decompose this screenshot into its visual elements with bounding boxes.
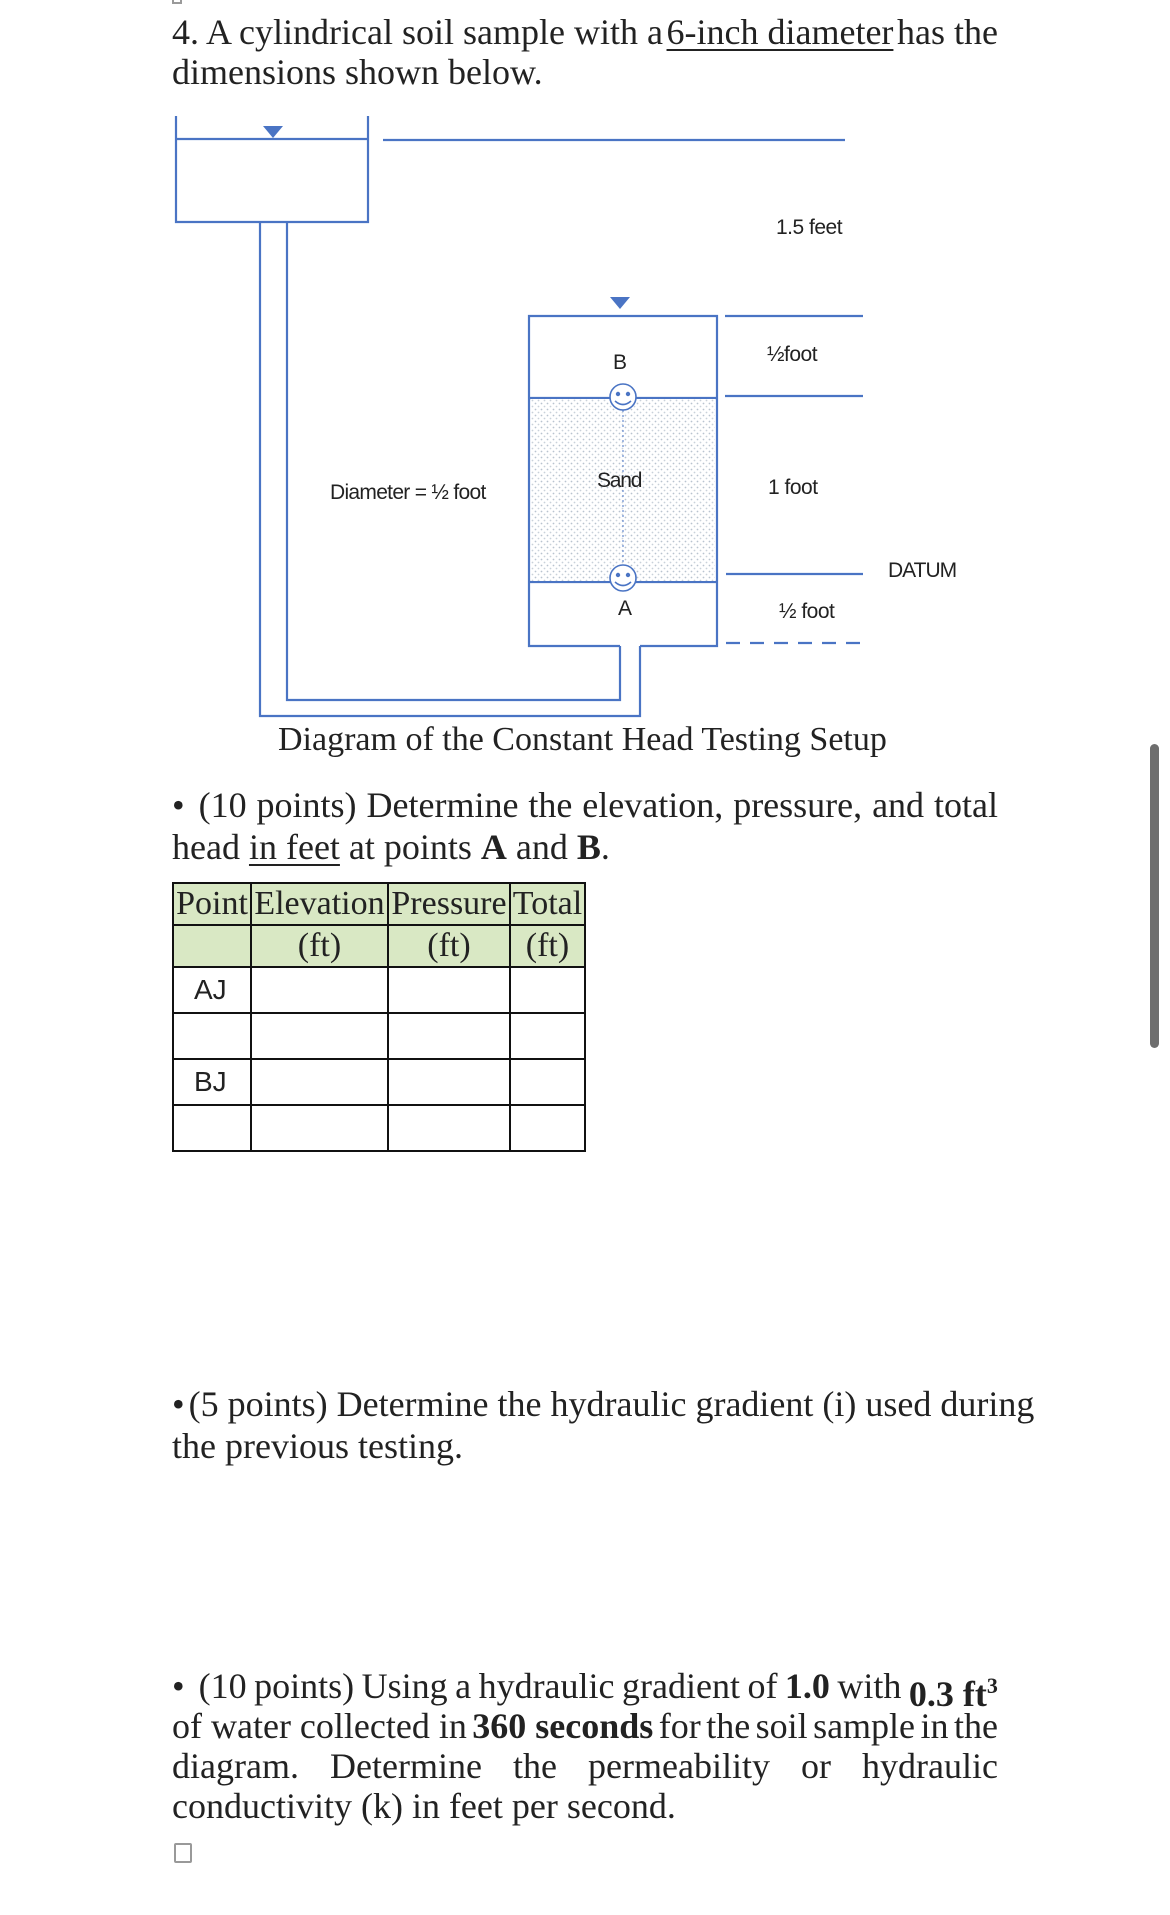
part1-in-feet: in feet xyxy=(248,827,340,867)
part3-word: soil xyxy=(755,1706,808,1746)
row-label-a: AJ xyxy=(173,967,251,1013)
part3-word: gradient xyxy=(622,1666,740,1706)
part1-word: elevation, xyxy=(582,785,724,825)
cell-a-elevation[interactable] xyxy=(251,967,388,1013)
label-sand-segment: 1 foot xyxy=(768,476,818,499)
cell-a-pressure[interactable] xyxy=(388,967,510,1013)
part3-word: the xyxy=(953,1706,998,1746)
part3-word: hydraulic xyxy=(862,1746,998,1786)
part3-word: Determine xyxy=(330,1746,482,1786)
label-top-height: 1.5 feet xyxy=(776,216,843,239)
point-b-marker xyxy=(610,384,636,410)
table-row xyxy=(173,967,585,1013)
part3-line-2-prefix: of water collected in xyxy=(172,1706,467,1746)
sample-water-triangle xyxy=(610,297,630,309)
part3-word: with xyxy=(837,1666,902,1706)
part3-line-4: conductivity (k) in feet per second. xyxy=(172,1786,676,1826)
table-units-row xyxy=(173,925,585,967)
part3-word: the xyxy=(706,1706,751,1746)
part1-point-b: B xyxy=(576,827,601,867)
cell-b-total[interactable] xyxy=(510,1059,585,1105)
part1-word: total xyxy=(934,785,998,825)
units-point xyxy=(173,925,251,967)
part3-gradient-value: 1.0 xyxy=(784,1666,830,1706)
part1-word: the xyxy=(528,785,573,825)
part2-line-1 xyxy=(172,1384,1035,1424)
units-total: (ft) xyxy=(510,925,585,967)
table-row xyxy=(173,1059,585,1105)
label-lower-segment: ½ foot xyxy=(779,600,835,623)
cell-empty[interactable] xyxy=(510,1105,585,1151)
cell-empty[interactable] xyxy=(388,1013,510,1059)
part1-line-1 xyxy=(172,785,998,825)
cell-b-elevation[interactable] xyxy=(251,1059,388,1105)
units-elevation: (ft) xyxy=(251,925,388,967)
part2-line-1-text: (5 points) Determine the hydraulic gradient (i) used during xyxy=(188,1384,1035,1424)
label-upper-segment: ½foot xyxy=(767,343,818,366)
constant-head-diagram xyxy=(0,0,1170,760)
header-point: Point xyxy=(173,883,251,925)
part2-bullet: • xyxy=(172,1384,185,1424)
part3-word: permeability xyxy=(588,1746,770,1786)
question-text-suffix: has the xyxy=(897,12,998,52)
part3-bullet: • xyxy=(172,1666,185,1706)
checkbox[interactable] xyxy=(174,1843,192,1863)
row-label-empty xyxy=(173,1105,251,1151)
part1-period: . xyxy=(600,827,610,867)
cell-empty[interactable] xyxy=(388,1105,510,1151)
header-elevation: Elevation xyxy=(251,883,388,925)
part3-volume-value: 0.3 ft xyxy=(908,1674,987,1714)
part3-word: points) xyxy=(254,1666,355,1706)
part3-word: Using xyxy=(361,1666,448,1706)
part3-word: the xyxy=(512,1746,557,1786)
part3-line-2 xyxy=(172,1706,998,1746)
diagram-caption: Diagram of the Constant Head Testing Setup xyxy=(278,721,887,758)
part3-line-3 xyxy=(172,1746,998,1786)
table-header-row xyxy=(173,883,585,925)
part3-word: or xyxy=(801,1746,831,1786)
part3-volume-exponent: 3 xyxy=(986,1673,998,1698)
part1-line-1-words xyxy=(199,785,998,825)
cell-a-total[interactable] xyxy=(510,967,585,1013)
part1-at-points: at points xyxy=(348,827,472,867)
cell-empty[interactable] xyxy=(510,1013,585,1059)
table-row xyxy=(173,1105,585,1151)
part3-word: (10 xyxy=(198,1666,247,1706)
units-pressure: (ft) xyxy=(388,925,510,967)
cell-b-pressure[interactable] xyxy=(388,1059,510,1105)
part1-head: head xyxy=(172,827,240,867)
part3-word: hydraulic xyxy=(478,1666,615,1706)
part2-line-2: the previous testing. xyxy=(172,1426,463,1466)
point-a-marker xyxy=(610,565,636,591)
part1-word: points) xyxy=(256,785,357,825)
part3-word: of xyxy=(747,1666,778,1706)
header-pressure: Pressure xyxy=(388,883,510,925)
question-underlined-diameter: 6-inch diameter xyxy=(666,12,894,52)
part1-word: Determine xyxy=(366,785,519,825)
label-diameter: Diameter = ½ foot xyxy=(330,481,486,504)
part1-bullet: • xyxy=(172,785,185,825)
part1-word: pressure, xyxy=(733,785,863,825)
cell-empty[interactable] xyxy=(251,1013,388,1059)
label-sand: Sand xyxy=(597,469,642,492)
part1-word: (10 xyxy=(198,785,247,825)
cell-empty[interactable] xyxy=(251,1105,388,1151)
question-line-2: dimensions shown below. xyxy=(172,52,543,92)
table-row xyxy=(173,1013,585,1059)
label-point-b: B xyxy=(613,351,627,374)
header-total: Total xyxy=(510,883,585,925)
question-text-prefix: 4. A cylindrical soil sample with a xyxy=(172,12,663,52)
row-label-b: BJ xyxy=(173,1059,251,1105)
answer-table xyxy=(172,882,586,1152)
apparatus-lines xyxy=(176,116,866,716)
scrollbar-thumb[interactable] xyxy=(1150,744,1159,1048)
part1-word: and xyxy=(872,785,925,825)
part1-and: and xyxy=(515,827,568,867)
row-label-empty xyxy=(173,1013,251,1059)
part3-time-value: 360 seconds xyxy=(472,1706,654,1746)
label-point-a: A xyxy=(618,597,632,620)
part1-point-a: A xyxy=(480,827,507,867)
label-datum: DATUM xyxy=(888,559,957,582)
part3-word: for xyxy=(658,1706,701,1746)
part3-word: a xyxy=(455,1666,472,1706)
part1-line-2 xyxy=(172,827,610,867)
part3-word: diagram. xyxy=(172,1746,299,1786)
part3-word: in xyxy=(920,1706,949,1746)
part3-word: sample xyxy=(813,1706,916,1746)
reservoir-water-triangle xyxy=(263,126,283,138)
